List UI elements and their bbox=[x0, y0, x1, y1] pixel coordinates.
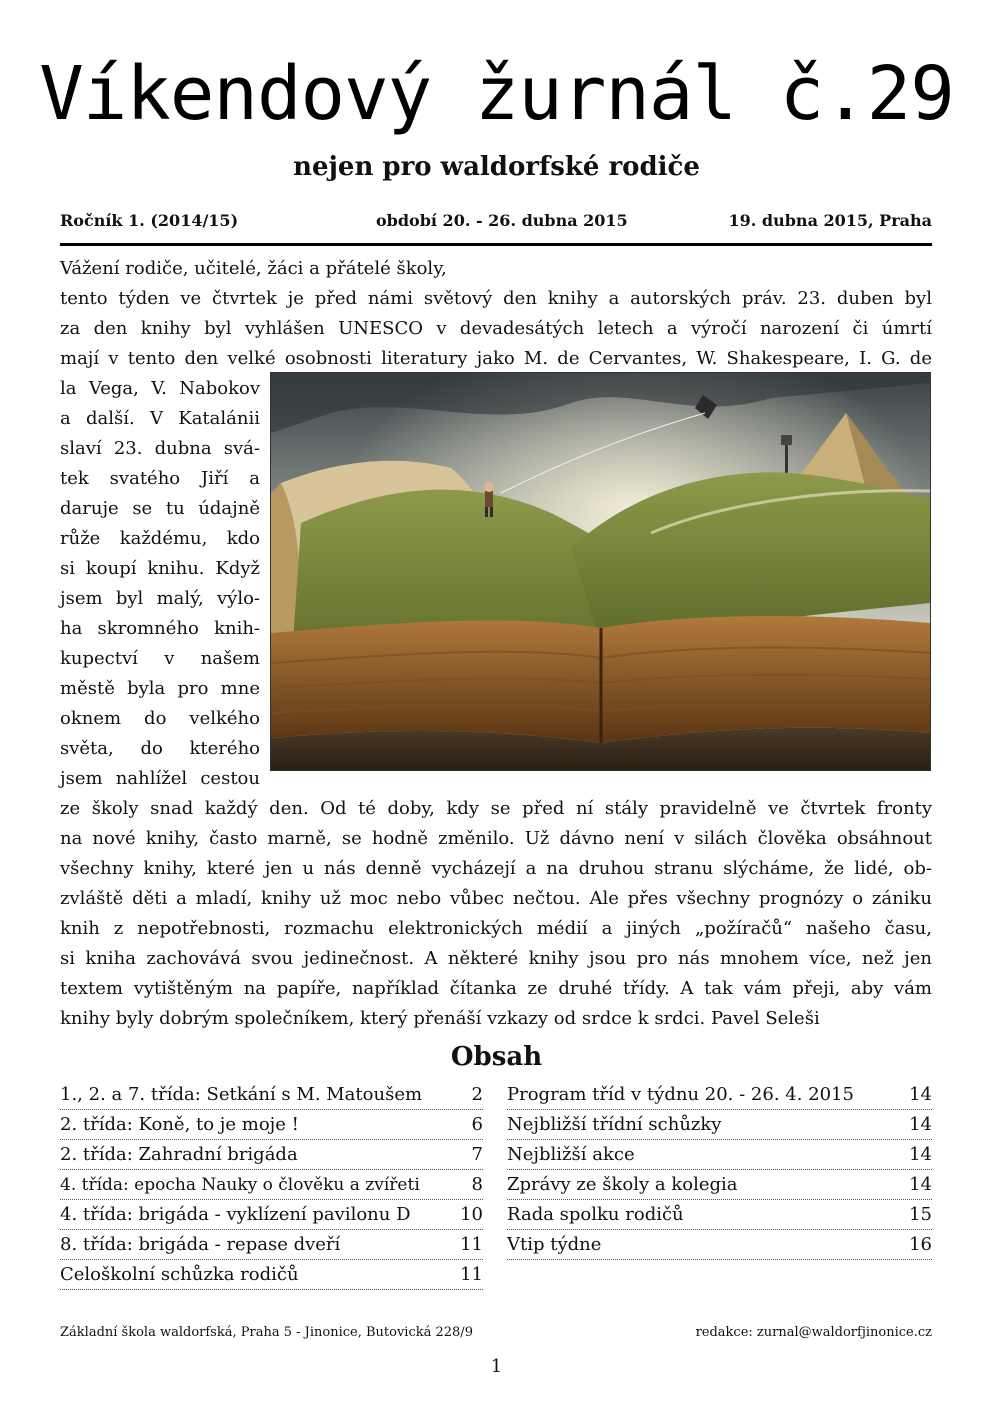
toc-entry-label: Nejbližší akce bbox=[507, 1144, 635, 1165]
toc-left-column bbox=[60, 1080, 483, 1290]
issue-meta bbox=[60, 208, 932, 234]
toc-entry-page: 11 bbox=[460, 1264, 483, 1285]
toc-entry-page: 14 bbox=[909, 1144, 932, 1165]
page-number: 1 bbox=[490, 1356, 503, 1377]
article-line: si koupí knihu. Když bbox=[60, 558, 260, 579]
toc-entry-label: Celoškolní schůzka rodičů bbox=[60, 1264, 299, 1285]
toc-entry[interactable] bbox=[507, 1170, 932, 1200]
article-line: ha skromného knih- bbox=[60, 618, 260, 639]
date-place-label: 19. dubna 2015, Praha bbox=[728, 211, 932, 230]
article-line: mají v tento den velké osobnosti literatury jako M. de Cervantes, W. Shakespeare, I. G. de bbox=[60, 348, 932, 369]
article-line: růže každému, kdo bbox=[60, 528, 260, 549]
toc-entry-page: 7 bbox=[471, 1144, 483, 1165]
toc-entry[interactable] bbox=[507, 1110, 932, 1140]
article-line: za den knihy byl vyhlášen UNESCO v devadesátých letech a výročí narození či úmrtí bbox=[60, 318, 932, 339]
editor-email[interactable]: redakce: zurnal@waldorfjinonice.cz bbox=[695, 1325, 932, 1340]
article-line: knihy byly dobrým společníkem, který přenáší vzkazy od srdce k srdci. Pavel Seleši bbox=[60, 1008, 820, 1029]
article-line: na nové knihy, často marně, se hodně změnilo. Už dávno není v silách člověka obsáhnout bbox=[60, 828, 932, 849]
toc-entry-page: 8 bbox=[471, 1174, 483, 1195]
article-intro bbox=[60, 254, 932, 374]
page-footer bbox=[60, 1322, 932, 1344]
article-continuation bbox=[60, 794, 932, 1034]
toc-entry[interactable] bbox=[60, 1080, 483, 1110]
toc-entry-label: Rada spolku rodičů bbox=[507, 1204, 684, 1225]
school-address: Základní škola waldorfská, Praha 5 - Jinonice, Butovická 228/9 bbox=[60, 1325, 473, 1340]
article-wrap-column bbox=[60, 374, 260, 794]
article-line: ze školy snad každý den. Od té doby, kdy se před ní stály pravidelně ve čtvrtek fronty bbox=[60, 798, 932, 819]
period-label: období 20. - 26. dubna 2015 bbox=[376, 211, 628, 230]
toc-heading: Obsah bbox=[450, 1042, 543, 1072]
toc-entry-label: 4. třída: brigáda - vyklízení pavilonu D bbox=[60, 1204, 411, 1225]
article-line: textem vytištěným na papíře, například čítanka ze druhé třídy. A tak vám přeji, aby vám bbox=[60, 978, 932, 999]
toc-entry-page: 14 bbox=[909, 1114, 932, 1135]
article-line: tek svatého Jiří a bbox=[60, 468, 260, 489]
newsletter-subtitle: nejen pro waldorfské rodiče bbox=[293, 152, 700, 182]
article-line: a další. V Katalánii bbox=[60, 408, 260, 429]
toc-entry[interactable] bbox=[60, 1200, 483, 1230]
toc-entry-label: 2. třída: Koně, to je moje ! bbox=[60, 1114, 299, 1135]
toc-entry-page: 16 bbox=[909, 1234, 932, 1255]
article-line: městě byla pro mne bbox=[60, 678, 260, 699]
toc-entry[interactable] bbox=[507, 1200, 932, 1230]
article-line: si kniha zachovává svou jedinečnost. A některé knihy jsou pro nás mnohem více, než jen bbox=[60, 948, 932, 969]
article-line: Vážení rodiče, učitelé, žáci a přátelé školy, bbox=[60, 258, 447, 279]
toc-entry[interactable] bbox=[507, 1080, 932, 1110]
toc-entry-label: Vtip týdne bbox=[507, 1234, 602, 1255]
toc-entry[interactable] bbox=[60, 1110, 483, 1140]
open-book-landscape-illustration bbox=[270, 372, 931, 771]
newsletter-title: Víkendový žurnál č.29 bbox=[39, 51, 954, 137]
toc-entry-page: 14 bbox=[909, 1174, 932, 1195]
toc-entry-page: 11 bbox=[460, 1234, 483, 1255]
article-line: knih z nepotřebnosti, rozmachu elektronických médií a jiných „požíračů“ našeho času, bbox=[60, 918, 932, 939]
article-line: zvláště děti a mladí, knihy už moc nebo vůbec nečtou. Ale přes všechny prognózy o zániku bbox=[60, 888, 932, 909]
toc-entry-label: Nejbližší třídní schůzky bbox=[507, 1114, 722, 1135]
toc-entry-page: 2 bbox=[471, 1084, 483, 1105]
toc-entry[interactable] bbox=[507, 1140, 932, 1170]
article-line: slaví 23. dubna svá- bbox=[60, 438, 260, 459]
toc-right-column bbox=[507, 1080, 932, 1260]
toc-entry-label: 2. třída: Zahradní brigáda bbox=[60, 1144, 298, 1165]
toc-entry[interactable] bbox=[60, 1170, 483, 1200]
toc-entry-label: Program tříd v týdnu 20. - 26. 4. 2015 bbox=[507, 1084, 854, 1105]
toc-entry-page: 6 bbox=[471, 1114, 483, 1135]
toc-entry[interactable] bbox=[60, 1230, 483, 1260]
toc-entry[interactable] bbox=[60, 1140, 483, 1170]
toc-entry-label: Zprávy ze školy a kolegia bbox=[507, 1174, 738, 1195]
article-line: daruje se tu údajně bbox=[60, 498, 260, 519]
article-line: la Vega, V. Nabokov bbox=[60, 378, 260, 399]
header-divider bbox=[60, 243, 932, 246]
article-line: jsem byl malý, výlo- bbox=[60, 588, 260, 609]
article-line: kupectví v našem bbox=[60, 648, 260, 669]
article-line: tento týden ve čtvrtek je před námi světový den knihy a autorských práv. 23. duben byl bbox=[60, 288, 932, 309]
toc-entry-label: 4. třída: epocha Nauky o člověku a zvířeti bbox=[60, 1175, 420, 1195]
toc-entry-page: 15 bbox=[909, 1204, 932, 1225]
toc-entry[interactable] bbox=[507, 1230, 932, 1260]
toc-entry-label: 8. třída: brigáda - repase dveří bbox=[60, 1234, 341, 1255]
article-line: oknem do velkého bbox=[60, 708, 260, 729]
article-line: všechny knihy, které jen u nás denně vycházejí a na druhou stranu slýcháme, že lidé, ob- bbox=[60, 858, 932, 879]
article-line: světa, do kterého bbox=[60, 738, 260, 759]
toc-entry-page: 14 bbox=[909, 1084, 932, 1105]
toc-entry-label: 1., 2. a 7. třída: Setkání s M. Matoušem bbox=[60, 1084, 423, 1105]
toc-entry[interactable] bbox=[60, 1260, 483, 1290]
toc-entry-page: 10 bbox=[460, 1204, 483, 1225]
article-line: jsem nahlížel cestou bbox=[60, 768, 260, 789]
volume-label: Ročník 1. (2014/15) bbox=[60, 211, 239, 230]
